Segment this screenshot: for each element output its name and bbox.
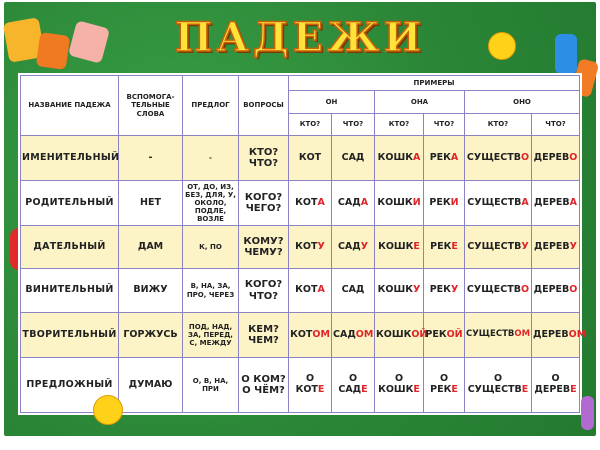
helper-word: ВИЖУ — [119, 269, 183, 313]
preposition: К, ПО — [183, 226, 239, 269]
header-examples: ПРИМЕРЫ — [289, 76, 580, 91]
example-word — [375, 313, 428, 358]
example-word — [375, 226, 424, 269]
questions — [239, 181, 289, 226]
example-preposition: О — [394, 373, 404, 385]
preposition: - — [183, 136, 239, 181]
example-preposition: О — [493, 373, 503, 385]
question: ЧЕМ? — [248, 335, 279, 346]
example-word — [465, 181, 532, 226]
table-row — [21, 313, 580, 358]
example-word — [375, 358, 424, 413]
question: ЧТО? — [248, 290, 279, 302]
word-ending: А — [569, 196, 578, 208]
example-word — [465, 226, 532, 269]
header-gender-fem: ОНА — [375, 91, 465, 114]
example-word — [332, 358, 375, 413]
table-row — [21, 226, 580, 269]
header-questions: ВОПРОСЫ — [239, 76, 289, 136]
word-stem: СУЩЕСТВ — [466, 151, 521, 163]
word-stem: РЕК — [429, 196, 451, 208]
word-ending: О — [521, 284, 530, 296]
questions — [239, 226, 289, 269]
example-word — [532, 181, 580, 226]
table-row — [21, 136, 580, 181]
word-stem: КОТ — [295, 384, 318, 395]
word-stem: КОТ — [290, 328, 313, 340]
example-word — [424, 181, 465, 226]
word-stem: КОТ — [295, 240, 318, 252]
word-stem: ДЕРЕВ — [533, 284, 570, 296]
word-stem: СУЩЕСТВ — [467, 196, 522, 208]
example-preposition: О — [305, 373, 315, 385]
example-word — [424, 358, 465, 413]
word-ending: У — [521, 240, 529, 252]
header-question-5: ЧТО? — [532, 114, 580, 136]
word-ending: Е — [451, 384, 458, 395]
word-stem: КОШК — [377, 151, 413, 163]
question: КОГО? — [244, 279, 283, 290]
example-word — [289, 269, 332, 313]
word-stem: КОТ — [298, 151, 322, 163]
word-ending: Е — [361, 384, 368, 395]
word-stem: САД — [341, 284, 365, 296]
example-word — [332, 313, 375, 358]
word-stem: ДЕРЕВ — [534, 240, 570, 252]
example-word — [465, 313, 532, 358]
word-stem: РЕК — [425, 328, 447, 340]
smiley-icon — [488, 32, 516, 60]
word-ending: ОМ — [355, 328, 374, 340]
case-name: ВИНИТЕЛЬНЫЙ — [21, 269, 119, 313]
word-stem: РЕК — [429, 284, 451, 296]
example-word — [424, 226, 465, 269]
word-stem: СУЩЕСТВ — [466, 284, 521, 296]
header-question-2: КТО? — [375, 114, 424, 136]
header-preposition: ПРЕДЛОГ — [183, 76, 239, 136]
word-stem: СУЩЕСТВ — [467, 240, 522, 252]
word-stem: САД — [333, 328, 356, 340]
word-ending: Е — [317, 384, 325, 395]
word-stem: РЕК — [429, 151, 451, 163]
word-stem: ДЕРЕВ — [534, 196, 570, 208]
word-stem: КОТ — [295, 284, 318, 296]
word-stem: КОШК — [378, 240, 414, 252]
questions — [239, 358, 289, 413]
example-word — [375, 136, 424, 181]
example-word — [532, 358, 580, 413]
header-gender-neut: ОНО — [465, 91, 580, 114]
question: КЕМ? — [248, 323, 279, 335]
example-word — [332, 181, 375, 226]
example-word — [289, 226, 332, 269]
word-stem: САД — [338, 384, 362, 395]
example-word — [424, 269, 465, 313]
example-word — [375, 269, 424, 313]
pencil-character-icon — [581, 396, 594, 430]
header-question-0: КТО? — [289, 114, 332, 136]
example-preposition: О — [439, 373, 449, 385]
questions — [239, 136, 289, 181]
word-ending: А — [521, 196, 529, 208]
example-preposition: О — [551, 373, 560, 385]
word-ending: А — [317, 284, 325, 296]
helper-word: ДАМ — [119, 226, 183, 269]
example-word — [332, 136, 375, 181]
word-ending: И — [450, 196, 459, 208]
case-name: ТВОРИТЕЛЬНЫЙ — [21, 313, 119, 358]
preposition: В, НА, ЗА, ПРО, ЧЕРЕЗ — [183, 269, 239, 313]
preposition: О, В, НА, ПРИ — [183, 358, 239, 413]
word-stem: РЕК — [430, 384, 452, 395]
case-name: ДАТЕЛЬНЫЙ — [21, 226, 119, 269]
abc-blocks-icon — [36, 32, 70, 70]
helper-word: НЕТ — [119, 181, 183, 226]
question: КТО? — [248, 146, 279, 158]
questions — [239, 313, 289, 358]
header-helper-words: ВСПОМОГА-ТЕЛЬНЫЕ СЛОВА — [119, 76, 183, 136]
header-question-3: ЧТО? — [424, 114, 465, 136]
word-stem: ДЕРЕВ — [533, 328, 569, 340]
example-word — [465, 269, 532, 313]
word-ending: О — [521, 151, 530, 163]
word-ending: У — [413, 284, 421, 296]
cases-table — [20, 75, 587, 413]
word-ending: О — [569, 151, 578, 163]
example-word — [532, 313, 587, 358]
word-stem: САД — [341, 151, 365, 163]
example-word — [465, 358, 532, 413]
example-word — [289, 358, 332, 413]
helper-word: ДУМАЮ — [119, 358, 183, 413]
example-word — [532, 269, 580, 313]
preposition: ПОД, НАД, ЗА, ПЕРЕД, С, МЕЖДУ — [183, 313, 239, 358]
helper-word: ГОРЖУСЬ — [119, 313, 183, 358]
question: О ЧЁМ? — [242, 385, 285, 396]
header-question-1: ЧТО? — [332, 114, 375, 136]
example-word — [532, 136, 580, 181]
header-question-4: КТО? — [465, 114, 532, 136]
word-stem: КОШК — [377, 196, 413, 208]
word-ending: Е — [413, 240, 420, 252]
word-stem: САД — [337, 196, 361, 208]
word-stem: КОТ — [295, 196, 318, 208]
word-ending: О — [569, 284, 578, 296]
question: КОГО? — [244, 191, 283, 203]
case-name: РОДИТЕЛЬНЫЙ — [21, 181, 119, 226]
word-stem: ДЕРЕВ — [534, 384, 571, 395]
example-word — [332, 226, 375, 269]
word-stem: СУЩЕСТВ — [467, 384, 522, 395]
example-word — [375, 181, 424, 226]
question: ЧЕМУ? — [244, 247, 283, 258]
page-title: ПАДЕЖИ — [174, 14, 426, 61]
word-ending: И — [412, 196, 421, 208]
word-stem: КОШК — [377, 284, 413, 296]
case-name: ПРЕДЛОЖНЫЙ — [21, 358, 119, 413]
word-ending: А — [450, 151, 459, 163]
question: ЧТО? — [248, 158, 279, 169]
word-ending: ОМ — [514, 329, 531, 340]
word-stem: САД — [337, 240, 361, 252]
word-ending: У — [317, 240, 325, 252]
preposition: ОТ, ДО, ИЗ, БЕЗ, ДЛЯ, У, ОКОЛО, ПОДЛЕ, ВОЗЛЕ — [183, 181, 239, 226]
word-ending: У — [360, 240, 369, 252]
case-name: ИМЕНИТЕЛЬНЫЙ — [21, 136, 119, 181]
example-word — [289, 313, 332, 358]
example-word — [465, 136, 532, 181]
word-stem: СУЩЕСТВ — [466, 329, 515, 340]
word-stem: КОШК — [378, 384, 414, 395]
example-preposition: О — [348, 373, 358, 385]
word-stem: ДЕРЕВ — [533, 151, 570, 163]
word-ending: ОМ — [568, 328, 587, 340]
questions — [239, 269, 289, 313]
example-word — [532, 226, 580, 269]
smiley-icon — [93, 395, 123, 425]
question: КОМУ? — [243, 235, 284, 247]
word-ending: У — [450, 284, 459, 296]
header-gender-masc: ОН — [289, 91, 375, 114]
word-ending: Е — [413, 384, 420, 395]
word-ending: ОЙ — [446, 328, 463, 340]
example-word — [289, 136, 332, 181]
table-row — [21, 181, 580, 226]
word-ending: Е — [521, 384, 529, 395]
example-word — [424, 313, 465, 358]
example-word — [424, 136, 465, 181]
word-ending: А — [360, 196, 369, 208]
word-stem: РЕК — [430, 240, 452, 252]
word-ending: ОМ — [312, 328, 330, 340]
word-ending: А — [412, 151, 421, 163]
header-case-name: НАЗВАНИЕ ПАДЕЖА — [21, 76, 119, 136]
helper-word: - — [119, 136, 183, 181]
word-ending: Е — [451, 240, 458, 252]
word-ending: У — [569, 240, 577, 252]
pencil-character-icon — [555, 34, 577, 74]
question: ЧЕГО? — [245, 203, 282, 214]
word-ending: Е — [570, 384, 577, 395]
question: О КОМ? — [241, 373, 286, 385]
word-ending: А — [317, 196, 325, 208]
word-ending: ОЙ — [411, 328, 428, 340]
word-stem: КОШК — [376, 328, 412, 340]
table-row — [21, 269, 580, 313]
example-word — [289, 181, 332, 226]
example-word — [332, 269, 375, 313]
